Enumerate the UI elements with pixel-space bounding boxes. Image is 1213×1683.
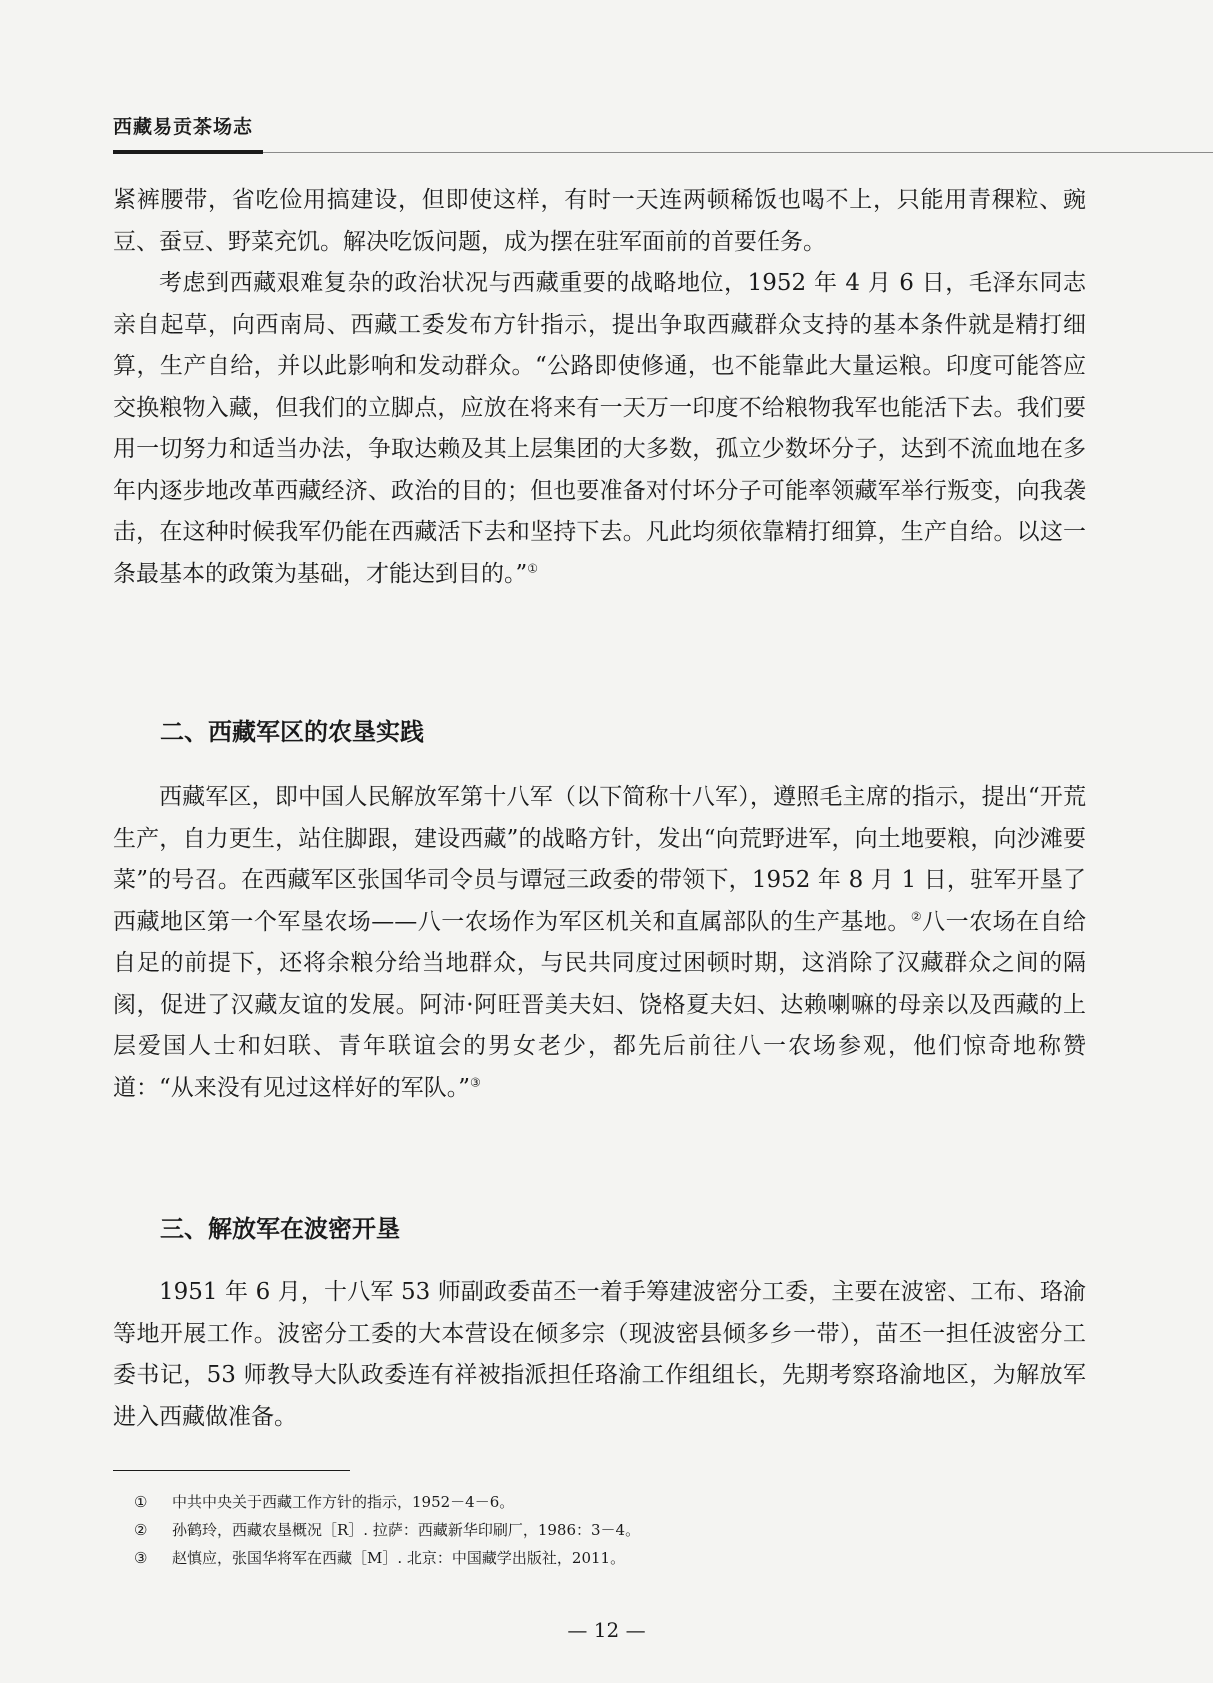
- paragraph-3: [113, 777, 1086, 1109]
- footnote-ref-2: ②: [910, 908, 923, 923]
- header-bar: [113, 150, 263, 154]
- body-block-2: [113, 777, 1086, 1109]
- footnote-ref-3: ③: [470, 1074, 481, 1089]
- footnote-item: [134, 1488, 640, 1516]
- paragraph-2: [113, 263, 1086, 595]
- page-number: — 12 —: [567, 1618, 646, 1642]
- footnote-mark: ②: [134, 1521, 148, 1539]
- paragraph-3-text-a: 西藏军区，即中国人民解放军第十八军（以下简称十八军），遵照毛主席的指示，提出“开荒生产，自力更生，站住脚跟，建设西藏”的战略方针，发出“向荒野进军，向土地要粮，向沙滩要菜”的号召。在西藏军区张国华司令员与谭冠三政委的带领下，1952 年 8 月 1 日，驻军开垦了西藏地区第一个军垦农场——八一农场作为军区机关和直属部队的生产基地。: [113, 784, 1086, 935]
- section-heading-3: 三、解放军在波密开垦: [160, 1215, 400, 1243]
- footnote-item: [134, 1516, 640, 1544]
- paragraph-2-text: 考虑到西藏艰难复杂的政治状况与西藏重要的战略地位，1952 年 4 月 6 日，毛泽东同志亲自起草，向西南局、西藏工委发布方针指示，提出争取西藏群众支持的基本条件就是精打细算，生产自给，并以此影响和发动群众。“公路即使修通，也不能靠此大量运粮。印度可能答应交换粮物入藏，但我们的立脚点，应放在将来有一天万一印度不给粮物我军也能活下去。我们要用一切努力和适当办法，争取达赖及其上层集团的大多数，孤立少数坏分子，达到不流血地在多年内逐步地改革西藏经济、政治的目的；但也要准备对付坏分子可能率领藏军举行叛变，向我袭击，在这种时候我军仍能在西藏活下去和坚持下去。凡此均须依靠精打细算，生产自给。以这一条最基本的政策为基础，才能达到目的。”: [113, 270, 1086, 587]
- footnote-rule: [113, 1470, 350, 1471]
- running-title: 西藏易贡茶场志: [113, 116, 254, 138]
- paragraph-1: 紧裤腰带，省吃俭用搞建设，但即使这样，有时一天连两顿稀饭也喝不上，只能用青稞粒、豌豆、蚕豆、野菜充饥。解决吃饭问题，成为摆在驻军面前的首要任务。: [113, 187, 1086, 255]
- body-block-3: [113, 1272, 1086, 1438]
- body-block-1: [113, 180, 1086, 595]
- footnote-mark: ①: [134, 1493, 148, 1511]
- footnote-list: [134, 1488, 640, 1572]
- header-rule: [263, 152, 1213, 153]
- footnote-text: 赵慎应，张国华将军在西藏［M］. 北京：中国藏学出版社，2011。: [172, 1549, 626, 1567]
- footnote-item: [134, 1544, 640, 1572]
- footnote-text: 孙鹤玲，西藏农垦概况［R］. 拉萨：西藏新华印刷厂，1986：3－4。: [172, 1521, 641, 1539]
- section-heading-2: 二、西藏军区的农垦实践: [160, 718, 424, 746]
- footnote-mark: ③: [134, 1549, 148, 1567]
- paragraph-3-text-b: 八一农场在自给自足的前提下，还将余粮分给当地群众，与民共同度过困顿时期，这消除了汉藏群众之间的隔阂，促进了汉藏友谊的发展。阿沛·阿旺晋美夫妇、饶格夏夫妇、达赖喇嘛的母亲以及西藏的上层爱国人士和妇联、青年联谊会的男女老少，都先后前往八一农场参观，他们惊奇地称赞道：“从来没有见过这样好的军队。”: [113, 908, 1087, 1101]
- footnote-text: 中共中央关于西藏工作方针的指示，1952－4－6。: [172, 1493, 515, 1511]
- footnote-ref-1: ①: [527, 560, 539, 575]
- paragraph-4: 1951 年 6 月，十八军 53 师副政委苗丕一着手筹建波密分工委，主要在波密、工布、珞渝等地开展工作。波密分工委的大本营设在倾多宗（现波密县倾多乡一带），苗丕一担任波密分工委书记，53 师教导大队政委连有祥被指派担任珞渝工作组组长，先期考察珞渝地区，为解放军进入西藏做准备。: [113, 1279, 1086, 1430]
